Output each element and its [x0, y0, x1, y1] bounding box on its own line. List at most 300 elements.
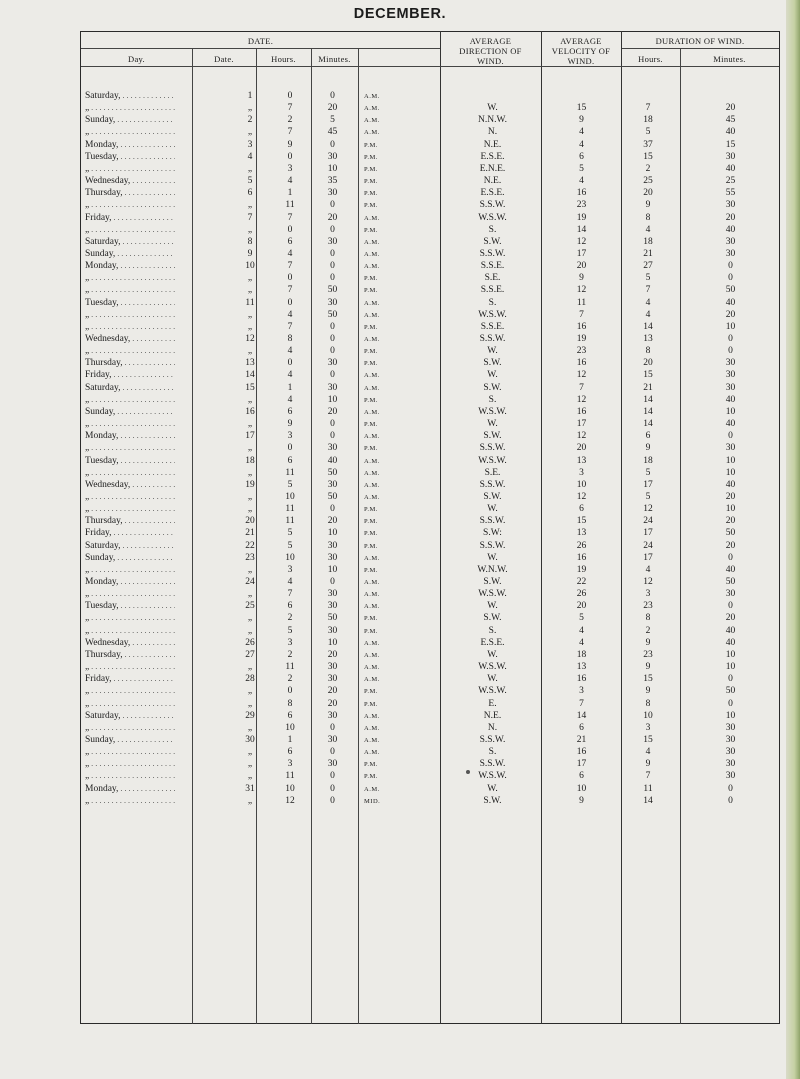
am-pm-cell: P.M.: [364, 773, 378, 781]
am-pm-cell: P.M.: [364, 518, 378, 526]
velocity-cell: 10: [576, 479, 587, 490]
day-cell: Saturday, . . .: [85, 711, 175, 722]
minutes-cell: 0: [330, 321, 335, 332]
direction-cell: S.W.: [483, 613, 502, 624]
date-cell: 5: [247, 176, 253, 187]
hours-cell: 0: [287, 224, 293, 235]
header-avg-velocity-2: VELOCITY OF: [551, 46, 611, 56]
hours-cell: 3: [287, 637, 293, 648]
velocity-cell: 12: [576, 285, 587, 296]
velocity-cell: 3: [579, 467, 584, 478]
velocity-cell: 17: [576, 248, 587, 259]
hours-cell: 5: [287, 528, 293, 539]
header-rule: [81, 66, 779, 67]
date-cell: „: [247, 443, 253, 454]
am-pm-cell: A.M.: [364, 93, 380, 100]
table-row: [0, 346, 800, 357]
day-cell: Tuesday, . . .: [85, 152, 175, 163]
duration-minutes-cell: 30: [725, 151, 736, 162]
table-row: [0, 249, 800, 260]
duration-minutes-cell: 15: [725, 139, 736, 150]
date-cell: „: [247, 103, 253, 114]
am-pm-cell: P.M.: [364, 542, 378, 550]
hours-cell: 4: [287, 394, 293, 405]
velocity-cell: 19: [576, 564, 587, 575]
minutes-cell: 30: [327, 552, 338, 563]
header-avg-velocity-1: AVERAGE: [560, 36, 602, 46]
duration-hours-cell: 20: [643, 188, 653, 199]
duration-hours-cell: 7: [645, 103, 651, 114]
duration-hours-cell: 4: [645, 297, 651, 308]
hours-cell: 9: [287, 139, 293, 150]
am-pm-cell: A.M.: [364, 676, 380, 684]
table-row: [0, 735, 800, 746]
day-cell: Thursday, . . .: [85, 516, 175, 527]
hours-cell: 0: [287, 151, 293, 162]
direction-cell: S.S.W.: [479, 759, 506, 770]
date-cell: „: [247, 419, 253, 430]
direction-cell: S.S.E.: [480, 321, 505, 332]
table-row: [0, 516, 800, 527]
duration-minutes-cell: 30: [725, 771, 736, 782]
hours-cell: 3: [287, 564, 293, 575]
minutes-cell: 30: [327, 479, 338, 490]
hours-cell: 5: [287, 625, 293, 636]
date-cell: 1: [247, 91, 253, 101]
duration-minutes-cell: 0: [728, 273, 733, 284]
hours-cell: 7: [287, 589, 293, 600]
direction-cell: N.: [487, 127, 498, 138]
hours-cell: 11: [285, 467, 295, 478]
table-row: [0, 565, 800, 576]
am-pm-cell: P.M.: [364, 566, 378, 574]
table-row: [0, 638, 800, 649]
table-row: [0, 686, 800, 697]
hours-cell: 7: [287, 321, 293, 332]
table-row: [0, 127, 800, 138]
duration-hours-cell: 23: [643, 601, 653, 612]
direction-cell: W.N.W.: [477, 564, 508, 575]
duration-hours-cell: 17: [643, 552, 653, 563]
header-duration-group: DURATION OF WIND.: [655, 36, 745, 46]
am-pm-cell: MID.: [364, 797, 381, 805]
date-cell: „: [247, 163, 253, 174]
minutes-cell: 0: [330, 261, 335, 272]
am-pm-cell: P.M.: [364, 506, 378, 514]
hours-cell: 0: [287, 273, 293, 284]
direction-cell: W.: [487, 649, 498, 660]
date-cell: 16: [245, 406, 255, 417]
direction-cell: S.: [488, 224, 497, 235]
velocity-cell: 6: [579, 771, 584, 782]
day-cell: „ . . .: [85, 771, 175, 782]
duration-minutes-cell: 30: [725, 370, 736, 381]
minutes-cell: 30: [327, 188, 338, 199]
direction-cell: S.: [488, 394, 497, 405]
direction-cell: S.W.: [483, 491, 502, 502]
duration-minutes-cell: 0: [728, 261, 733, 272]
minutes-cell: 0: [330, 139, 335, 150]
minutes-cell: 0: [330, 224, 335, 235]
minutes-cell: 20: [327, 103, 338, 114]
date-cell: 24: [245, 577, 255, 587]
direction-cell: S.W.: [483, 431, 502, 442]
hours-cell: 3: [287, 163, 293, 174]
velocity-cell: 9: [579, 115, 584, 126]
velocity-cell: 4: [579, 625, 584, 636]
direction-cell: W.S.W.: [478, 406, 507, 417]
duration-minutes-cell: 40: [725, 479, 736, 490]
hours-cell: 1: [287, 382, 293, 393]
direction-cell: W.: [487, 552, 498, 563]
date-cell: 12: [245, 334, 255, 344]
hours-cell: 6: [287, 455, 293, 466]
duration-minutes-cell: 50: [725, 528, 736, 539]
am-pm-cell: A.M.: [364, 408, 380, 416]
direction-cell: S.W.: [483, 358, 502, 369]
minutes-cell: 30: [327, 710, 338, 721]
am-pm-cell: P.M.: [364, 226, 378, 234]
direction-cell: W.: [487, 783, 498, 794]
direction-cell: W.S.W.: [478, 455, 507, 466]
velocity-cell: 17: [576, 419, 587, 430]
hours-cell: 6: [287, 406, 293, 417]
hours-cell: 10: [285, 722, 295, 733]
duration-minutes-cell: 55: [725, 188, 736, 199]
duration-minutes-cell: 10: [725, 455, 736, 466]
am-pm-cell: A.M.: [364, 214, 380, 222]
minutes-cell: 30: [327, 662, 338, 673]
date-cell: „: [247, 613, 253, 624]
velocity-cell: 4: [579, 637, 584, 648]
date-cell: „: [247, 200, 253, 211]
minutes-cell: 10: [327, 394, 338, 405]
direction-cell: W.S.W.: [478, 212, 507, 223]
hours-cell: 0: [287, 91, 293, 101]
table-row: [0, 784, 800, 795]
date-cell: 17: [245, 431, 255, 442]
duration-minutes-cell: 10: [725, 710, 736, 721]
duration-hours-cell: 14: [643, 419, 653, 430]
minutes-cell: 30: [327, 358, 338, 369]
duration-minutes-cell: 0: [728, 346, 733, 357]
table-row: [0, 237, 800, 248]
day-cell: „ . . .: [85, 346, 175, 357]
am-pm-cell: P.M.: [364, 688, 378, 696]
table-row: [0, 115, 800, 126]
duration-hours-cell: 5: [645, 127, 651, 138]
velocity-cell: 21: [576, 734, 587, 745]
duration-hours-cell: 12: [643, 504, 653, 515]
am-pm-cell: A.M.: [364, 554, 380, 562]
table-row: [0, 395, 800, 406]
day-cell: „ . . .: [85, 285, 175, 296]
hours-cell: 3: [287, 431, 293, 442]
day-cell: „ . . .: [85, 273, 175, 284]
direction-cell: W.S.W.: [478, 686, 507, 697]
velocity-cell: 23: [576, 200, 587, 211]
duration-minutes-cell: 30: [725, 358, 736, 369]
minutes-cell: 30: [327, 625, 338, 636]
velocity-cell: 17: [576, 759, 587, 770]
direction-cell: S.W.: [483, 795, 502, 806]
day-cell: „ . . .: [85, 747, 175, 758]
date-cell: 13: [245, 358, 255, 369]
duration-minutes-cell: 30: [725, 200, 736, 211]
header-avg-direction-3: WIND.: [477, 56, 504, 66]
duration-minutes-cell: 40: [725, 625, 736, 636]
hours-cell: 10: [285, 783, 295, 794]
am-pm-cell: A.M.: [364, 372, 380, 380]
am-pm-cell: A.M.: [364, 579, 380, 586]
day-cell: Friday, . . .: [85, 528, 175, 539]
am-pm-cell: P.M.: [364, 421, 378, 429]
day-cell: Thursday, . . .: [85, 358, 175, 369]
direction-cell: W.: [487, 370, 498, 381]
day-cell: Tuesday, . . .: [85, 456, 175, 467]
am-pm-cell: A.M.: [364, 493, 380, 501]
date-cell: „: [247, 309, 253, 320]
direction-cell: W.: [487, 601, 498, 612]
date-cell: 22: [245, 540, 255, 551]
duration-hours-cell: 24: [643, 516, 653, 527]
duration-minutes-cell: 30: [725, 722, 736, 733]
minutes-cell: 10: [327, 528, 338, 539]
duration-minutes-cell: 30: [725, 589, 736, 600]
duration-hours-cell: 18: [643, 455, 653, 466]
direction-cell: W.: [487, 346, 498, 357]
header-rule: [622, 48, 779, 49]
day-cell: Sunday, . . .: [85, 407, 175, 418]
date-cell: 31: [245, 783, 255, 794]
duration-hours-cell: 21: [643, 382, 653, 393]
minutes-cell: 30: [327, 382, 338, 393]
duration-hours-cell: 9: [645, 662, 651, 673]
date-cell: 11: [245, 297, 255, 308]
minutes-cell: 0: [330, 370, 335, 381]
am-pm-cell: A.M.: [364, 639, 380, 647]
minutes-cell: 30: [327, 734, 338, 745]
hours-cell: 0: [287, 686, 293, 697]
date-cell: 6: [247, 188, 253, 199]
duration-minutes-cell: 0: [728, 431, 733, 442]
direction-cell: E.S.E.: [480, 188, 505, 199]
duration-minutes-cell: 10: [725, 504, 736, 515]
table-row: [0, 674, 800, 685]
duration-minutes-cell: 0: [728, 698, 733, 709]
date-cell: „: [247, 467, 253, 478]
date-cell: „: [247, 722, 253, 733]
velocity-cell: 16: [576, 674, 587, 685]
am-pm-cell: A.M.: [364, 724, 380, 732]
direction-cell: S.W.: [483, 382, 502, 393]
duration-minutes-cell: 10: [725, 467, 736, 478]
hours-cell: 7: [287, 285, 293, 296]
hours-cell: 4: [287, 309, 293, 320]
hours-cell: 7: [287, 212, 293, 223]
velocity-cell: 26: [576, 540, 587, 551]
date-cell: „: [247, 698, 253, 709]
duration-minutes-cell: 30: [725, 248, 736, 259]
am-pm-cell: A.M.: [364, 603, 380, 611]
velocity-cell: 7: [579, 382, 584, 393]
hours-cell: 5: [287, 479, 293, 490]
velocity-cell: 9: [579, 795, 584, 806]
direction-cell: N.N.W.: [478, 115, 507, 126]
velocity-cell: 7: [579, 698, 584, 709]
duration-hours-cell: 5: [645, 467, 651, 478]
duration-hours-cell: 5: [645, 273, 651, 284]
am-pm-cell: P.M.: [364, 360, 378, 368]
hours-cell: 11: [285, 516, 295, 527]
table-row: [0, 553, 800, 564]
direction-cell: E.S.E.: [480, 637, 505, 648]
duration-minutes-cell: 40: [725, 297, 736, 308]
duration-minutes-cell: 10: [725, 406, 736, 417]
duration-hours-cell: 21: [643, 248, 653, 259]
minutes-cell: 30: [327, 297, 338, 308]
duration-minutes-cell: 40: [725, 127, 736, 138]
day-cell: „ . . .: [85, 419, 175, 430]
duration-minutes-cell: 40: [725, 224, 736, 235]
duration-hours-cell: 14: [643, 795, 653, 806]
direction-cell: W.S.W.: [478, 589, 507, 600]
duration-hours-cell: 3: [645, 722, 651, 733]
day-cell: „ . . .: [85, 127, 175, 138]
hours-cell: 6: [287, 601, 293, 612]
date-cell: „: [247, 795, 253, 806]
hours-cell: 1: [287, 188, 293, 199]
day-cell: Wednesday, . . .: [85, 480, 175, 491]
date-cell: 28: [245, 674, 255, 685]
duration-hours-cell: 11: [643, 783, 653, 794]
day-cell: Saturday, . . .: [85, 91, 175, 102]
velocity-cell: 4: [579, 139, 584, 150]
am-pm-cell: A.M.: [364, 263, 380, 271]
hours-cell: 6: [287, 747, 293, 758]
paper-speck: [466, 770, 470, 774]
minutes-cell: 50: [327, 309, 338, 320]
velocity-cell: 12: [576, 491, 587, 502]
direction-cell: S.S.W.: [479, 443, 506, 454]
duration-minutes-cell: 20: [725, 212, 736, 223]
hours-cell: 0: [287, 358, 293, 369]
table-row: [0, 456, 800, 467]
date-cell: 10: [245, 261, 255, 272]
table-row: [0, 443, 800, 454]
direction-cell: S.S.E.: [480, 261, 505, 272]
am-pm-cell: A.M.: [364, 384, 380, 392]
minutes-cell: 0: [330, 346, 335, 357]
minutes-cell: 30: [327, 759, 338, 770]
hours-cell: 9: [287, 419, 293, 430]
duration-hours-cell: 15: [643, 151, 653, 162]
direction-cell: W.: [487, 504, 498, 515]
date-cell: „: [247, 662, 253, 673]
table-row: [0, 152, 800, 163]
duration-hours-cell: 9: [645, 686, 651, 697]
minutes-cell: 10: [327, 163, 338, 174]
am-pm-cell: A.M.: [364, 250, 380, 258]
duration-hours-cell: 25: [643, 176, 653, 187]
direction-cell: W.: [487, 103, 498, 114]
table-row: [0, 200, 800, 211]
day-cell: Saturday, . . .: [85, 383, 175, 394]
header-rule: [81, 48, 440, 49]
table-row: [0, 723, 800, 734]
duration-hours-cell: 4: [645, 224, 651, 235]
day-cell: Monday, . . .: [85, 261, 175, 272]
hours-cell: 6: [287, 236, 293, 247]
velocity-cell: 13: [576, 528, 587, 539]
hours-cell: 4: [287, 577, 293, 587]
day-cell: „ . . .: [85, 443, 175, 454]
velocity-cell: 12: [576, 431, 587, 442]
am-pm-cell: P.M.: [364, 202, 378, 210]
table-row: [0, 358, 800, 369]
velocity-cell: 23: [576, 346, 587, 357]
am-pm-cell: A.M.: [364, 712, 380, 720]
minutes-cell: 50: [327, 285, 338, 296]
minutes-cell: 0: [330, 419, 335, 430]
duration-hours-cell: 9: [645, 443, 651, 454]
day-cell: Monday, . . .: [85, 140, 175, 151]
date-cell: „: [247, 747, 253, 758]
duration-minutes-cell: 20: [725, 103, 736, 114]
day-cell: „ . . .: [85, 103, 175, 114]
date-cell: 2: [247, 115, 253, 126]
am-pm-cell: P.M.: [364, 396, 378, 404]
am-pm-cell: A.M.: [364, 785, 380, 793]
day-cell: „ . . .: [85, 322, 175, 333]
table-row: [0, 164, 800, 175]
minutes-cell: 30: [327, 674, 338, 685]
date-cell: „: [247, 504, 253, 515]
date-cell: 29: [245, 710, 255, 721]
direction-cell: N.E.: [483, 139, 502, 150]
duration-hours-cell: 2: [645, 625, 651, 636]
table-row: [0, 213, 800, 224]
hours-cell: 4: [287, 370, 293, 381]
day-cell: „ . . .: [85, 225, 175, 236]
table-row: [0, 273, 800, 284]
minutes-cell: 0: [330, 795, 335, 806]
minutes-cell: 0: [330, 783, 335, 794]
date-cell: 23: [245, 552, 255, 563]
am-pm-cell: A.M.: [364, 299, 380, 307]
page-title: DECEMBER.: [353, 6, 447, 22]
table-row: [0, 747, 800, 758]
date-cell: 8: [247, 236, 253, 247]
hours-cell: 7: [287, 127, 293, 138]
am-pm-cell: A.M.: [364, 117, 380, 125]
am-pm-cell: A.M.: [364, 105, 380, 113]
am-pm-cell: A.M.: [364, 238, 380, 246]
minutes-cell: 0: [330, 91, 335, 101]
day-cell: Thursday, . . .: [85, 650, 175, 661]
duration-hours-cell: 17: [643, 528, 653, 539]
duration-hours-cell: 2: [645, 163, 651, 174]
day-cell: „ . . .: [85, 589, 175, 600]
header-date-group: DATE.: [247, 36, 274, 46]
day-cell: „ . . .: [85, 200, 175, 211]
duration-minutes-cell: 0: [728, 552, 733, 563]
date-cell: „: [247, 346, 253, 357]
am-pm-cell: A.M.: [364, 591, 380, 599]
table-row: [0, 626, 800, 637]
date-cell: 3: [247, 139, 253, 150]
day-cell: „ . . .: [85, 662, 175, 673]
